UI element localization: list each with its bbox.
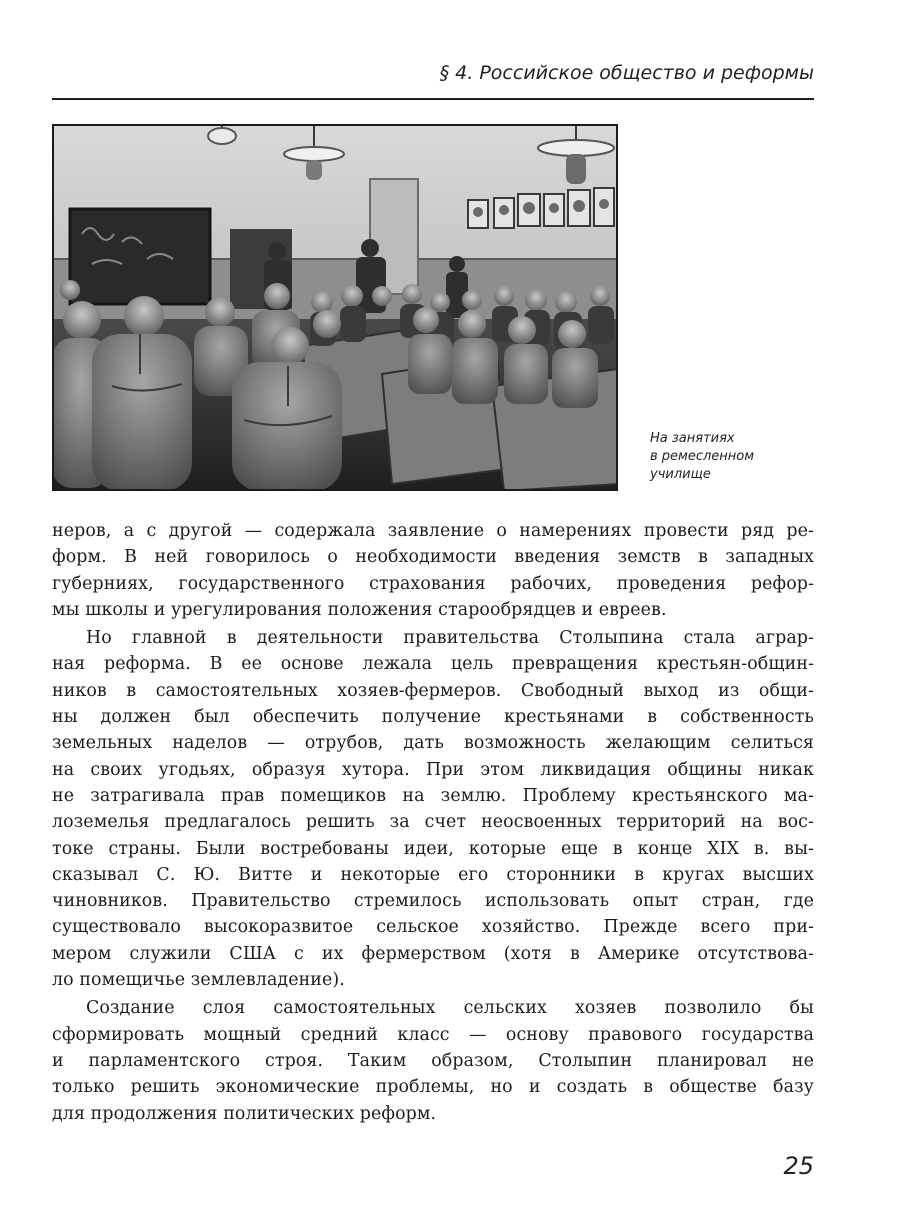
text-line: ло помещичье землевладение). bbox=[52, 970, 345, 991]
text-line: для продолжения политических реформ. bbox=[52, 1103, 437, 1124]
text-line: мером служили США с их фермерством (хотя в Америке отсутствова- bbox=[52, 943, 814, 964]
page-number: 25 bbox=[783, 1152, 814, 1180]
text-line: мы школы и урегулирования положения старообрядцев и евреев. bbox=[52, 599, 667, 620]
text-line: губерниях, государственного страхования рабочих, проведения рефор- bbox=[52, 573, 814, 594]
text-line: форм. В ней говорилось о необходимости введения земств в западных bbox=[52, 547, 814, 568]
text-line: ны должен был обеспечить получение крестьянами в собственность bbox=[52, 707, 814, 728]
text-line: ная реформа. В ее основе лежала цель превращения крестьян-общин- bbox=[52, 654, 814, 675]
text-line: и парламентского строя. Таким образом, Столыпин планировал не bbox=[52, 1050, 814, 1071]
text-line: земельных наделов — отрубов, дать возможность желающим селиться bbox=[52, 733, 814, 754]
caption-line: в ремесленном bbox=[650, 449, 755, 464]
text-line: Создание слоя самостоятельных сельских хозяев позволило бы bbox=[86, 998, 814, 1019]
classroom-photo-illustration bbox=[52, 124, 618, 491]
text-line: токе страны. Были востребованы идеи, которые еще в конце XIX в. вы- bbox=[52, 838, 814, 859]
photo-caption bbox=[650, 430, 810, 484]
text-line: только решить экономические проблемы, но и создать в обществе базу bbox=[52, 1077, 814, 1098]
text-line: на своих угодьях, образуя хутора. При этом ликвидация общины никак bbox=[52, 759, 814, 780]
text-line: Но главной в деятельности правительства Столыпина стала аграр- bbox=[86, 628, 814, 649]
text-line: сказывал С. Ю. Витте и некоторые его сторонники в кругах высших bbox=[52, 864, 814, 885]
text-line: чиновников. Правительство стремилось использовать опыт стран, где bbox=[52, 891, 814, 912]
text-line: неров, а с другой — содержала заявление о намерениях провести ряд ре- bbox=[52, 521, 814, 541]
text-line: ников в самостоятельных хозяев-фермеров. Свободный выход из общи- bbox=[52, 680, 814, 701]
text-line: лоземелья предлагалось решить за счет неосвоенных территорий на вос- bbox=[52, 812, 814, 833]
header-rule bbox=[52, 98, 814, 100]
text-line: сформировать мощный средний класс — основу правового государства bbox=[52, 1024, 814, 1045]
text-line: не затрагивала прав помещиков на землю. Проблему крестьянского ма- bbox=[52, 785, 814, 806]
body-text bbox=[52, 518, 814, 1127]
caption-line: училище bbox=[650, 467, 711, 482]
classroom-photo bbox=[52, 124, 618, 491]
caption-line: На занятиях bbox=[650, 431, 735, 446]
text-line: существовало высокоразвитое сельское хозяйство. Прежде всего при- bbox=[52, 917, 814, 938]
running-title: § 4. Российское общество и реформы bbox=[439, 62, 814, 84]
